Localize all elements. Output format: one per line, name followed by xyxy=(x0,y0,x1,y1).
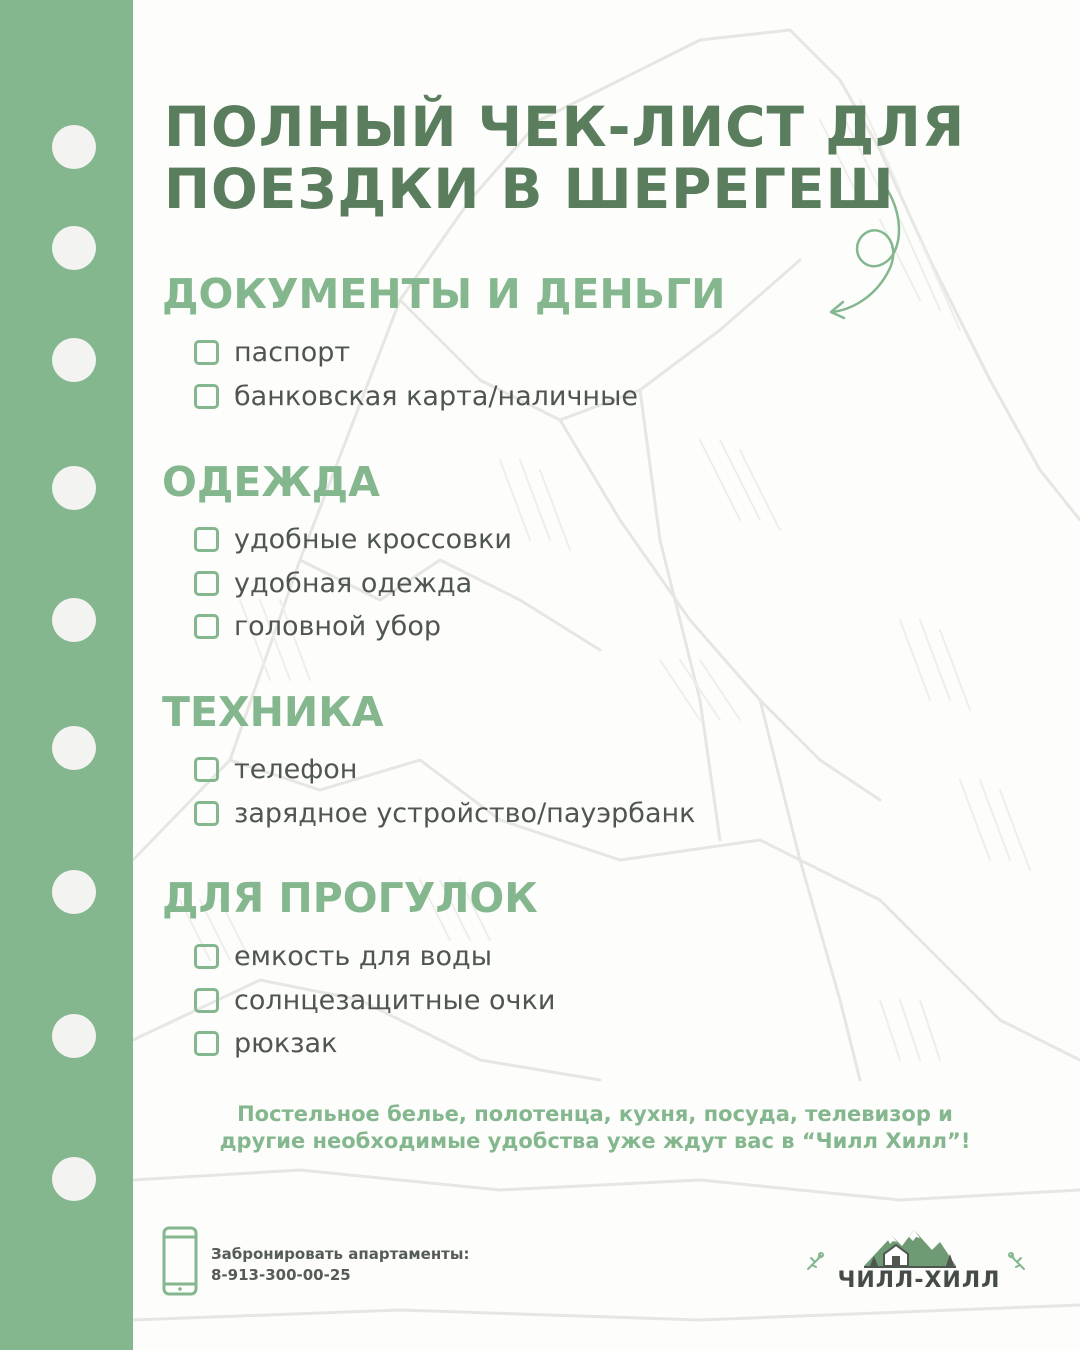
section-title-walks: ДЛЯ ПРОГУЛОК xyxy=(162,874,538,922)
page-title xyxy=(164,96,965,220)
mountain-house-icon xyxy=(862,1222,958,1270)
binder-hole xyxy=(52,870,96,914)
checklist-item[interactable] xyxy=(194,518,512,562)
binder-hole xyxy=(52,338,96,382)
checklist-item-label: паспорт xyxy=(234,337,351,369)
checklist-item-label: банковская карта/наличные xyxy=(234,380,639,412)
checklist-item[interactable] xyxy=(194,979,555,1023)
green-sidebar xyxy=(0,0,133,1350)
booking-label: Забронировать апартаменты: xyxy=(211,1245,470,1263)
section-title-documents: ДОКУМЕНТЫ И ДЕНЬГИ xyxy=(162,270,726,318)
checklist-item-label: телефон xyxy=(234,754,358,786)
checklist-documents xyxy=(194,331,638,418)
checkbox-icon[interactable] xyxy=(194,988,219,1013)
checklist-tech xyxy=(194,748,695,835)
checklist-item[interactable] xyxy=(194,562,512,606)
checklist-item[interactable] xyxy=(194,748,695,792)
booking-contact xyxy=(211,1244,469,1286)
binder-hole xyxy=(52,466,96,510)
checkbox-icon[interactable] xyxy=(194,757,219,782)
snowflake-sprig-icon xyxy=(804,1250,826,1272)
checkbox-icon[interactable] xyxy=(194,384,219,409)
chill-hill-logo xyxy=(800,1222,1036,1302)
title-line-1: ПОЛНЫЙ ЧЕК-ЛИСТ ДЛЯ xyxy=(164,95,966,159)
checklist-item-label: солнцезащитные очки xyxy=(234,984,556,1016)
binder-hole xyxy=(52,1014,96,1058)
checkbox-icon[interactable] xyxy=(194,614,219,639)
checklist-item-label: рюкзак xyxy=(234,1028,338,1060)
amenities-note-line-2: другие необходимые удобства уже ждут вас в “Чилл Хилл”! xyxy=(219,1129,971,1153)
checklist-item-label: удобная одежда xyxy=(234,567,473,599)
checklist-item[interactable] xyxy=(194,935,555,979)
checklist-item-label: удобные кроссовки xyxy=(234,524,512,556)
checkbox-icon[interactable] xyxy=(194,340,219,365)
logo-name: ЧИЛЛ-ХИЛЛ xyxy=(837,1268,1001,1293)
checklist-item[interactable] xyxy=(194,1022,555,1066)
binder-hole xyxy=(52,226,96,270)
section-title-clothes: ОДЕЖДА xyxy=(162,458,380,506)
checklist-walks xyxy=(194,935,555,1066)
snowflake-sprig-icon xyxy=(1006,1250,1028,1272)
binder-hole xyxy=(52,726,96,770)
amenities-note xyxy=(175,1101,1015,1155)
checklist-item[interactable] xyxy=(194,605,512,649)
checkbox-icon[interactable] xyxy=(194,527,219,552)
binder-hole xyxy=(52,598,96,642)
checkbox-icon[interactable] xyxy=(194,944,219,969)
checkbox-icon[interactable] xyxy=(194,1031,219,1056)
title-line-2: ПОЕЗДКИ В ШЕРЕГЕШ xyxy=(164,157,895,221)
checklist-clothes xyxy=(194,518,512,649)
checklist-item[interactable] xyxy=(194,375,638,419)
section-title-tech: ТЕХНИКА xyxy=(162,688,384,736)
binder-hole xyxy=(52,125,96,169)
checklist-item-label: зарядное устройство/пауэрбанк xyxy=(234,797,696,829)
checklist-item[interactable] xyxy=(194,331,638,375)
checklist-item[interactable] xyxy=(194,792,695,836)
checkbox-icon[interactable] xyxy=(194,801,219,826)
checkbox-icon[interactable] xyxy=(194,571,219,596)
checklist-item-label: головной убор xyxy=(234,611,441,643)
binder-hole xyxy=(52,1157,96,1201)
checklist-item-label: емкость для воды xyxy=(234,941,493,973)
smartphone-icon[interactable] xyxy=(162,1226,198,1296)
booking-phone[interactable]: 8-913-300-00-25 xyxy=(211,1266,351,1284)
amenities-note-line-1: Постельное белье, полотенца, кухня, посуда, телевизор и xyxy=(237,1102,953,1126)
